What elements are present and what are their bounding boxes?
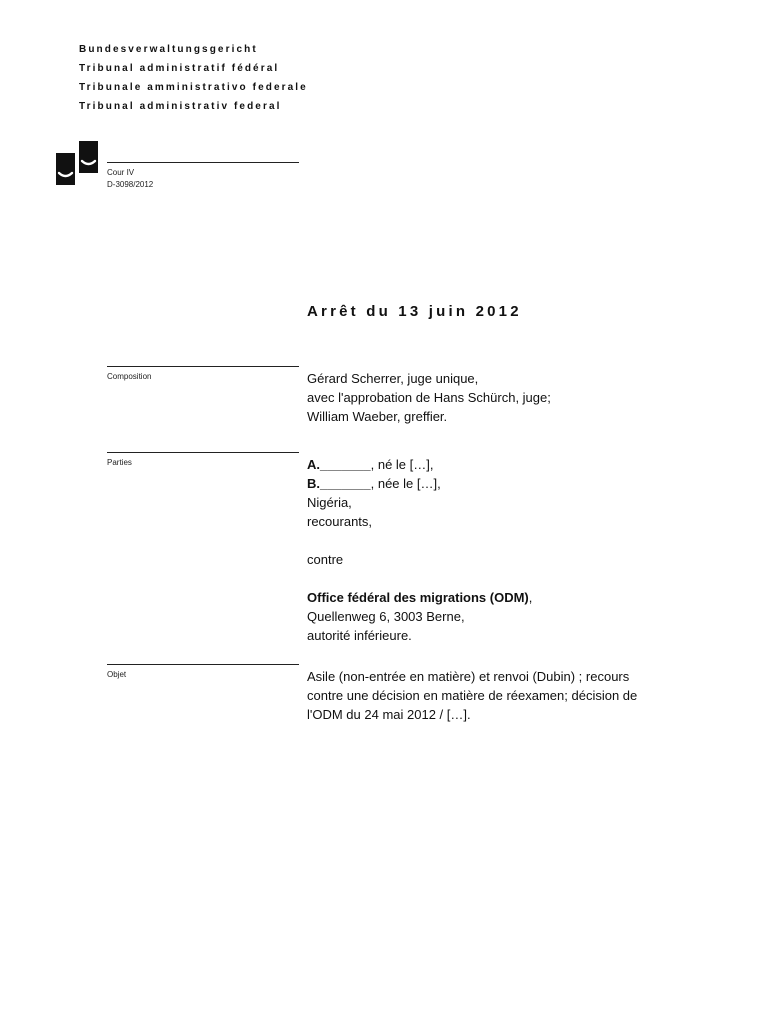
composition-rule xyxy=(107,366,299,367)
court-name-romansh: Tribunal administrativ federal xyxy=(79,101,282,112)
objet-line: Asile (non-entrée en matière) et renvoi (Dubin) ; recours xyxy=(307,669,630,684)
court-name-german: Bundesverwaltungsgericht xyxy=(79,44,258,55)
authority-role: autorité inférieure. xyxy=(307,628,412,643)
parties-text xyxy=(307,455,707,645)
party-b xyxy=(307,474,707,493)
header-rule xyxy=(107,162,299,163)
court-name-french: Tribunal administratif fédéral xyxy=(79,63,280,74)
logo-left-block xyxy=(56,153,75,185)
authority-heading xyxy=(307,588,707,607)
party-a-details: , né le […], xyxy=(370,457,434,472)
party-a-name: A._______ xyxy=(307,457,371,472)
objet-label: Objet xyxy=(107,670,127,679)
parties-rule xyxy=(107,452,299,453)
case-division: Cour IV xyxy=(107,168,135,177)
court-names xyxy=(79,40,308,116)
party-b-name: B._______ xyxy=(307,476,371,491)
composition-label: Composition xyxy=(107,372,152,381)
authority-comma: , xyxy=(528,590,533,605)
parties-label: Parties xyxy=(107,458,132,467)
page-title: Arrêt du 13 juin 2012 xyxy=(307,303,522,320)
party-role: recourants, xyxy=(307,514,373,529)
composition-text xyxy=(307,369,707,426)
composition-line: Gérard Scherrer, juge unique, xyxy=(307,371,479,386)
versus-text: contre xyxy=(307,552,344,567)
case-number: D-3098/2012 xyxy=(107,180,154,189)
objet-rule xyxy=(107,664,299,665)
authority-address: Quellenweg 6, 3003 Berne, xyxy=(307,609,465,624)
composition-line: avec l'approbation de Hans Schürch, juge; xyxy=(307,390,551,405)
composition-line: William Waeber, greffier. xyxy=(307,409,448,424)
objet-line: contre une décision en matière de réexamen; décision de xyxy=(307,688,638,703)
logo-right-block xyxy=(79,141,98,173)
authority-name: Office fédéral des migrations (ODM) xyxy=(307,590,529,605)
party-country: Nigéria, xyxy=(307,495,352,510)
party-a xyxy=(307,455,707,474)
court-name-italian: Tribunale amministrativo federale xyxy=(79,82,308,93)
objet-line: l'ODM du 24 mai 2012 / […]. xyxy=(307,707,471,722)
objet-text xyxy=(307,667,707,724)
party-b-details: , née le […], xyxy=(370,476,441,491)
court-logo-icon xyxy=(56,141,98,185)
